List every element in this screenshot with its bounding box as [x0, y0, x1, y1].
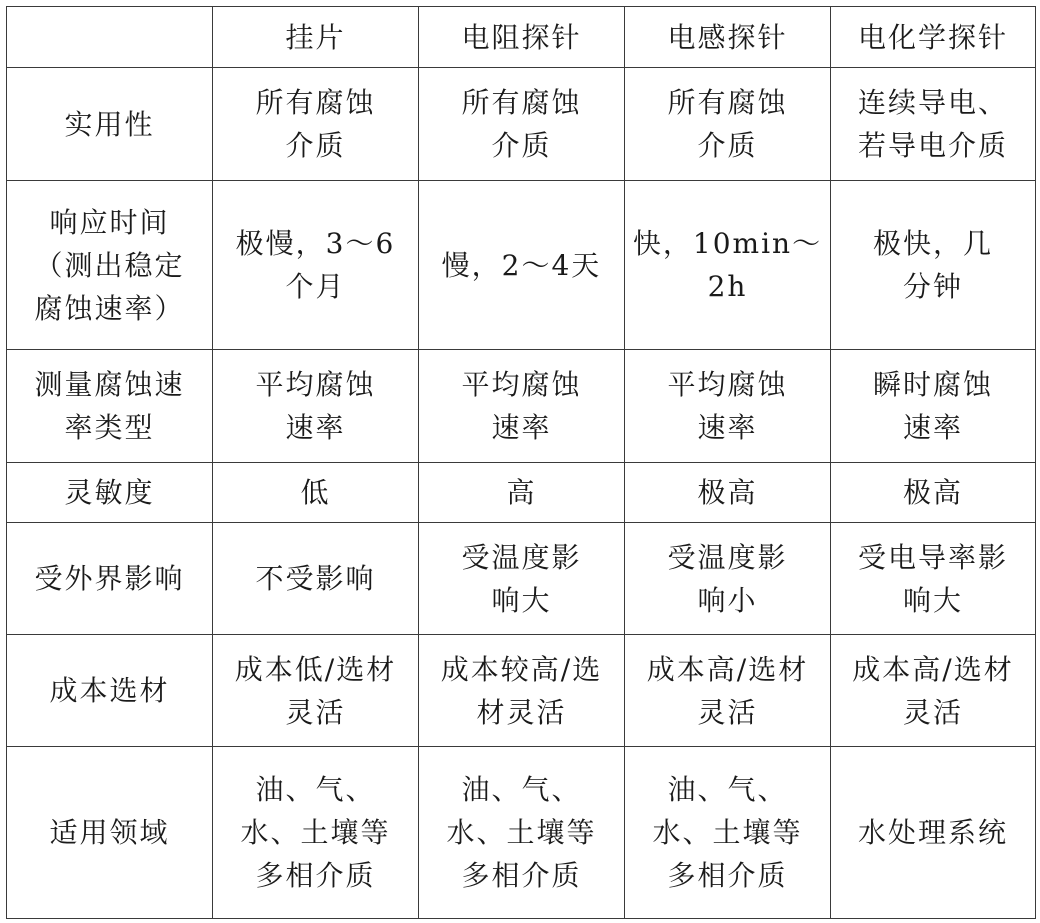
- row-label: 实用性: [7, 68, 213, 181]
- header-cell-coupon: 挂片: [213, 7, 419, 68]
- table-row-rate-type: [7, 350, 1036, 463]
- header-corner-cell: [7, 7, 213, 68]
- table-cell: 所有腐蚀 介质: [419, 68, 625, 181]
- table-cell: 水处理系统: [831, 747, 1036, 919]
- table-row-application-field: [7, 747, 1036, 919]
- table-cell: 极慢，3～6 个月: [213, 181, 419, 350]
- table-row-cost-material: [7, 635, 1036, 747]
- table-cell: 极高: [831, 463, 1036, 523]
- table-cell: 高: [419, 463, 625, 523]
- corrosion-monitoring-comparison-table: [6, 6, 1036, 919]
- table-cell: 平均腐蚀 速率: [213, 350, 419, 463]
- header-cell-inductance-probe: 电感探针: [625, 7, 831, 68]
- table-cell: 平均腐蚀 速率: [625, 350, 831, 463]
- table-cell: 低: [213, 463, 419, 523]
- table-cell: 快，10min～ 2h: [625, 181, 831, 350]
- table-cell: 极快，几 分钟: [831, 181, 1036, 350]
- table-cell: 连续导电、 若导电介质: [831, 68, 1036, 181]
- table-cell: 瞬时腐蚀 速率: [831, 350, 1036, 463]
- table-cell: 所有腐蚀 介质: [213, 68, 419, 181]
- header-cell-resistance-probe: 电阻探针: [419, 7, 625, 68]
- row-label: 成本选材: [7, 635, 213, 747]
- table-cell: 成本低/选材 灵活: [213, 635, 419, 747]
- table-cell: 受温度影 响大: [419, 523, 625, 635]
- header-row: [7, 7, 1036, 68]
- row-label: 响应时间 （测出稳定 腐蚀速率）: [7, 181, 213, 350]
- table-cell: 油、气、 水、土壤等 多相介质: [213, 747, 419, 919]
- comparison-table-wrapper: [6, 6, 1035, 918]
- table-row-response-time: [7, 181, 1036, 350]
- table-cell: 受温度影 响小: [625, 523, 831, 635]
- table-row-applicability: [7, 68, 1036, 181]
- table-cell: 油、气、 水、土壤等 多相介质: [625, 747, 831, 919]
- table-cell: 成本较高/选 材灵活: [419, 635, 625, 747]
- row-label: 灵敏度: [7, 463, 213, 523]
- table-cell: 成本高/选材 灵活: [831, 635, 1036, 747]
- table-cell: 慢，2～4天: [419, 181, 625, 350]
- row-label: 适用领域: [7, 747, 213, 919]
- table-cell: 平均腐蚀 速率: [419, 350, 625, 463]
- table-row-sensitivity: [7, 463, 1036, 523]
- header-cell-electrochemical-probe: 电化学探针: [831, 7, 1036, 68]
- table-cell: 不受影响: [213, 523, 419, 635]
- table-cell: 极高: [625, 463, 831, 523]
- table-cell: 受电导率影 响大: [831, 523, 1036, 635]
- table-cell: 油、气、 水、土壤等 多相介质: [419, 747, 625, 919]
- row-label: 测量腐蚀速 率类型: [7, 350, 213, 463]
- table-cell: 所有腐蚀 介质: [625, 68, 831, 181]
- row-label: 受外界影响: [7, 523, 213, 635]
- table-cell: 成本高/选材 灵活: [625, 635, 831, 747]
- table-row-external-influence: [7, 523, 1036, 635]
